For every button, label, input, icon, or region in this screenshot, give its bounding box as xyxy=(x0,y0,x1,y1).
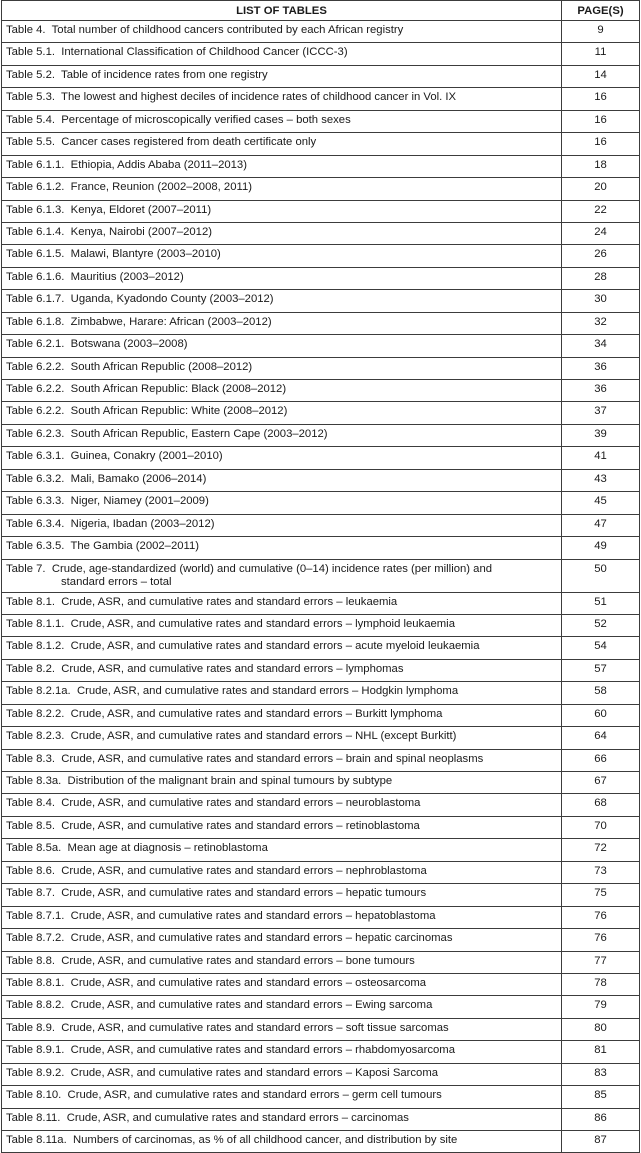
table-entry-page: 68 xyxy=(562,794,640,816)
table-entry-page: 36 xyxy=(562,357,640,379)
table-entry-title: Table 5.2. Table of incidence rates from one registry xyxy=(6,68,268,81)
table-entry-title: Table 4. Total number of childhood cancers contributed by each African registry xyxy=(6,24,404,36)
table-entry-page: 45 xyxy=(562,492,640,514)
table-entry-title-cell xyxy=(2,559,562,592)
table-row xyxy=(2,839,640,861)
table-entry-page: 9 xyxy=(562,21,640,43)
table-entry-title-cell xyxy=(2,794,562,816)
table-entry-page: 26 xyxy=(562,245,640,267)
table-entry-page: 87 xyxy=(562,1131,640,1153)
table-row xyxy=(2,1086,640,1108)
table-row xyxy=(2,659,640,681)
table-entry-title-cell xyxy=(2,929,562,951)
table-row xyxy=(2,704,640,726)
table-row xyxy=(2,1041,640,1063)
table-entry-title-cell xyxy=(2,951,562,973)
table-entry-title-cell xyxy=(2,592,562,614)
table-row xyxy=(2,537,640,559)
table-entry-page: 34 xyxy=(562,335,640,357)
table-row xyxy=(2,514,640,536)
table-row xyxy=(2,1018,640,1040)
table-row xyxy=(2,682,640,704)
table-entry-page: 66 xyxy=(562,749,640,771)
table-entry-title-cell xyxy=(2,884,562,906)
table-entry-page: 16 xyxy=(562,88,640,110)
table-entry-title: Table 6.3.5. The Gambia (2002–2011) xyxy=(6,540,200,553)
table-entry-title: Table 8.10. Crude, ASR, and cumulative rates and standard errors – germ cell tumours xyxy=(6,1089,442,1102)
table-entry-page: 85 xyxy=(562,1086,640,1108)
table-row xyxy=(2,772,640,794)
table-entry-title-cell xyxy=(2,996,562,1018)
table-entry-page: 50 xyxy=(562,559,640,592)
table-row xyxy=(2,88,640,110)
table-row xyxy=(2,861,640,883)
table-entry-title: Table 8.2.3. Crude, ASR, and cumulative rates and standard errors – NHL (except Burkitt) xyxy=(6,730,457,743)
table-entry-title-cell xyxy=(2,178,562,200)
table-entry-page: 16 xyxy=(562,133,640,155)
table-entry-title: Table 6.3.1. Guinea, Conakry (2001–2010) xyxy=(6,450,223,463)
table-entry-title: Table 8.5a. Mean age at diagnosis – retinoblastoma xyxy=(6,842,268,855)
table-row xyxy=(2,43,640,65)
table-entry-title-cell xyxy=(2,727,562,749)
table-row xyxy=(2,1131,640,1153)
table-row xyxy=(2,884,640,906)
table-entry-page: 76 xyxy=(562,929,640,951)
table-entry-title-cell xyxy=(2,222,562,244)
table-entry-title-cell xyxy=(2,537,562,559)
table-entry-title-cell xyxy=(2,973,562,995)
table-entry-title: Table 8.4. Crude, ASR, and cumulative rates and standard errors – neuroblastoma xyxy=(6,797,421,810)
table-entry-title: Table 6.1.3. Kenya, Eldoret (2007–2011) xyxy=(6,203,212,216)
table-entry-page: 49 xyxy=(562,537,640,559)
table-entry-title: Table 5.4. Percentage of microscopically verified cases – both sexes xyxy=(6,113,351,126)
table-entry-page: 28 xyxy=(562,267,640,289)
table-entry-title: Table 8.7. Crude, ASR, and cumulative rates and standard errors – hepatic tumours xyxy=(6,887,427,900)
table-entry-page: 77 xyxy=(562,951,640,973)
table-entry-title: Table 8.3a. Distribution of the malignant brain and spinal tumours by subtype xyxy=(6,775,393,787)
table-entry-title: Table 8.9. Crude, ASR, and cumulative rates and standard errors – soft tissue sarcomas xyxy=(6,1021,449,1034)
table-row xyxy=(2,200,640,222)
table-entry-title: Table 7. Crude, age-standardized (world) and cumulative (0–14) incidence rates (per million) and xyxy=(6,562,493,575)
table-entry-title-cell xyxy=(2,290,562,312)
table-entry-title: Table 6.2.3. South African Republic, Eastern Cape (2003–2012) xyxy=(6,427,328,440)
table-entry-title-cell xyxy=(2,614,562,636)
table-entry-title: Table 8.7.2. Crude, ASR, and cumulative rates and standard errors – hepatic carcinomas xyxy=(6,932,453,945)
table-entry-title: Table 8.8. Crude, ASR, and cumulative rates and standard errors – bone tumours xyxy=(6,954,415,967)
table-row xyxy=(2,727,640,749)
table-row xyxy=(2,267,640,289)
table-entry-title-cell xyxy=(2,1086,562,1108)
list-of-tables xyxy=(1,0,640,1153)
table-entry-title-cell xyxy=(2,21,562,43)
table-entry-title: Table 8.2.1a. Crude, ASR, and cumulative rates and standard errors – Hodgkin lymphoma xyxy=(6,685,459,698)
table-entry-title-cell xyxy=(2,682,562,704)
table-entry-title-cell xyxy=(2,1063,562,1085)
table-entry-page: 83 xyxy=(562,1063,640,1085)
table-row xyxy=(2,929,640,951)
table-entry-title-cell xyxy=(2,1018,562,1040)
table-entry-title: Table 8.5. Crude, ASR, and cumulative rates and standard errors – retinoblastoma xyxy=(6,819,420,832)
table-entry-page: 76 xyxy=(562,906,640,928)
table-row xyxy=(2,749,640,771)
table-row xyxy=(2,178,640,200)
table-entry-title: Table 5.1. International Classification of Childhood Cancer (ICCC-3) xyxy=(6,46,348,59)
table-entry-page: 36 xyxy=(562,380,640,402)
table-entry-title-cell xyxy=(2,1108,562,1130)
table-entry-title: Table 6.2.1. Botswana (2003–2008) xyxy=(6,338,188,351)
table-entry-title: Table 8.1.2. Crude, ASR, and cumulative rates and standard errors – acute myeloid leukaemia xyxy=(6,640,480,653)
table-row xyxy=(2,906,640,928)
table-row xyxy=(2,447,640,469)
table-entry-title-cell xyxy=(2,200,562,222)
table-entry-page: 51 xyxy=(562,592,640,614)
table-entry-title: Table 6.1.5. Malawi, Blantyre (2003–2010) xyxy=(6,248,221,261)
table-entry-page: 22 xyxy=(562,200,640,222)
table-entry-title: Table 8.2. Crude, ASR, and cumulative rates and standard errors – lymphomas xyxy=(6,662,404,675)
table-row xyxy=(2,637,640,659)
table-entry-page: 70 xyxy=(562,816,640,838)
table-entry-title: Table 8.11. Crude, ASR, and cumulative rates and standard errors – carcinomas xyxy=(6,1111,409,1124)
table-entry-title-continuation: standard errors – total xyxy=(61,575,172,588)
table-entry-page: 60 xyxy=(562,704,640,726)
table-row xyxy=(2,357,640,379)
table-entry-page: 47 xyxy=(562,514,640,536)
table-entry-title-cell xyxy=(2,335,562,357)
table-entry-page: 64 xyxy=(562,727,640,749)
table-row xyxy=(2,110,640,132)
table-entry-title-cell xyxy=(2,65,562,87)
table-row xyxy=(2,951,640,973)
table-entry-page: 67 xyxy=(562,772,640,794)
table-entry-page: 81 xyxy=(562,1041,640,1063)
table-entry-title-cell xyxy=(2,88,562,110)
table-entry-title: Table 5.3. The lowest and highest deciles of incidence rates of childhood cancer in Vol. IX xyxy=(6,91,457,104)
table-entry-title: Table 8.9.1. Crude, ASR, and cumulative rates and standard errors – rhabdomyosarcoma xyxy=(6,1044,455,1057)
table-entry-title-cell xyxy=(2,659,562,681)
table-row xyxy=(2,1108,640,1130)
table-entry-page: 58 xyxy=(562,682,640,704)
table-entry-page: 80 xyxy=(562,1018,640,1040)
table-entry-title: Table 8.1.1. Crude, ASR, and cumulative rates and standard errors – lymphoid leukaemia xyxy=(6,617,455,630)
table-entry-title-cell xyxy=(2,492,562,514)
table-row xyxy=(2,1063,640,1085)
table-entry-title-cell xyxy=(2,402,562,424)
table-entry-title: Table 6.1.4. Kenya, Nairobi (2007–2012) xyxy=(6,225,212,238)
table-entry-title: Table 8.7.1. Crude, ASR, and cumulative rates and standard errors – hepatoblastoma xyxy=(6,909,436,922)
table-entry-title-cell xyxy=(2,312,562,334)
table-entry-title-cell xyxy=(2,861,562,883)
table-header-row xyxy=(2,1,640,21)
table-row xyxy=(2,65,640,87)
table-entry-title: Table 8.3. Crude, ASR, and cumulative rates and standard errors – brain and spinal neoplasms xyxy=(6,752,484,765)
table-entry-page: 72 xyxy=(562,839,640,861)
table-entry-title: Table 5.5. Cancer cases registered from death certificate only xyxy=(6,136,317,149)
table-entry-title-cell xyxy=(2,133,562,155)
table-entry-title-cell xyxy=(2,43,562,65)
table-entry-page: 43 xyxy=(562,469,640,491)
table-row xyxy=(2,973,640,995)
table-entry-page: 14 xyxy=(562,65,640,87)
table-entry-title-cell xyxy=(2,772,562,794)
table-row xyxy=(2,996,640,1018)
table-entry-title-cell xyxy=(2,155,562,177)
table-row xyxy=(2,424,640,446)
table-entry-page: 79 xyxy=(562,996,640,1018)
table-entry-title: Table 6.3.4. Nigeria, Ibadan (2003–2012) xyxy=(6,517,215,530)
table-entry-title: Table 6.2.2. South African Republic: White (2008–2012) xyxy=(6,405,288,418)
table-entry-title-cell xyxy=(2,1131,562,1153)
table-entry-title: Table 6.1.2. France, Reunion (2002–2008, 2011) xyxy=(6,181,252,194)
table-row xyxy=(2,133,640,155)
table-row xyxy=(2,222,640,244)
table-row xyxy=(2,335,640,357)
table-row xyxy=(2,402,640,424)
table-row xyxy=(2,614,640,636)
table-entry-title: Table 8.2.2. Crude, ASR, and cumulative rates and standard errors – Burkitt lymphoma xyxy=(6,707,443,720)
table-entry-title: Table 6.3.2. Mali, Bamako (2006–2014) xyxy=(6,472,207,485)
table-row xyxy=(2,21,640,43)
table-entry-page: 32 xyxy=(562,312,640,334)
table-entry-title: Table 8.11a. Numbers of carcinomas, as % of all childhood cancer, and distribution by site xyxy=(6,1134,458,1146)
table-entry-title-cell xyxy=(2,447,562,469)
table-entry-title-cell xyxy=(2,749,562,771)
table-entry-page: 41 xyxy=(562,447,640,469)
table-entry-page: 30 xyxy=(562,290,640,312)
table-entry-title: Table 6.1.8. Zimbabwe, Harare: African (2003–2012) xyxy=(6,315,272,328)
table-entry-title: Table 6.2.2. South African Republic (2008–2012) xyxy=(6,360,253,373)
table-entry-title-cell xyxy=(2,469,562,491)
table-entry-title: Table 8.1. Crude, ASR, and cumulative rates and standard errors – leukaemia xyxy=(6,595,398,608)
table-entry-title: Table 6.3.3. Niger, Niamey (2001–2009) xyxy=(6,495,209,508)
table-entry-title: Table 6.2.2. South African Republic: Black (2008–2012) xyxy=(6,383,287,395)
list-of-tables-heading: LIST OF TABLES xyxy=(2,1,562,21)
table-row xyxy=(2,559,640,592)
table-entry-title-cell xyxy=(2,514,562,536)
table-entry-title: Table 8.6. Crude, ASR, and cumulative rates and standard errors – nephroblastoma xyxy=(6,864,427,877)
table-entry-title-cell xyxy=(2,357,562,379)
table-entry-page: 57 xyxy=(562,659,640,681)
table-row xyxy=(2,816,640,838)
table-row xyxy=(2,492,640,514)
table-body xyxy=(2,21,640,1153)
table-entry-page: 18 xyxy=(562,155,640,177)
table-entry-title-cell xyxy=(2,839,562,861)
table-row xyxy=(2,380,640,402)
table-entry-page: 54 xyxy=(562,637,640,659)
table-entry-title: Table 6.1.7. Uganda, Kyadondo County (2003–2012) xyxy=(6,293,274,306)
table-entry-page: 20 xyxy=(562,178,640,200)
table-row xyxy=(2,290,640,312)
table-entry-title-cell xyxy=(2,1041,562,1063)
table-entry-title: Table 8.8.1. Crude, ASR, and cumulative rates and standard errors – osteosarcoma xyxy=(6,976,427,989)
table-entry-page: 78 xyxy=(562,973,640,995)
table-entry-page: 37 xyxy=(562,402,640,424)
table-row xyxy=(2,245,640,267)
table-entry-page: 11 xyxy=(562,43,640,65)
table-entry-title: Table 8.8.2. Crude, ASR, and cumulative rates and standard errors – Ewing sarcoma xyxy=(6,999,433,1012)
table-entry-title-cell xyxy=(2,267,562,289)
pages-heading: PAGE(S) xyxy=(562,1,640,21)
table-entry-title: Table 8.9.2. Crude, ASR, and cumulative rates and standard errors – Kaposi Sarcoma xyxy=(6,1066,439,1079)
table-entry-page: 52 xyxy=(562,614,640,636)
table-row xyxy=(2,794,640,816)
table-entry-title: Table 6.1.1. Ethiopia, Addis Ababa (2011–2013) xyxy=(6,158,247,171)
table-entry-title-cell xyxy=(2,637,562,659)
table-entry-page: 24 xyxy=(562,222,640,244)
table-entry-page: 16 xyxy=(562,110,640,132)
table-row xyxy=(2,469,640,491)
table-entry-title-cell xyxy=(2,424,562,446)
table-entry-title: Table 6.1.6. Mauritius (2003–2012) xyxy=(6,270,184,283)
table-entry-title-cell xyxy=(2,110,562,132)
table-row xyxy=(2,155,640,177)
table-entry-page: 73 xyxy=(562,861,640,883)
table-entry-title-cell xyxy=(2,380,562,402)
table-entry-page: 86 xyxy=(562,1108,640,1130)
table-row xyxy=(2,592,640,614)
table-entry-title-cell xyxy=(2,245,562,267)
table-entry-title-cell xyxy=(2,906,562,928)
table-entry-page: 39 xyxy=(562,424,640,446)
table-entry-title-cell xyxy=(2,704,562,726)
table-entry-title-cell xyxy=(2,816,562,838)
table-row xyxy=(2,312,640,334)
table-entry-page: 75 xyxy=(562,884,640,906)
